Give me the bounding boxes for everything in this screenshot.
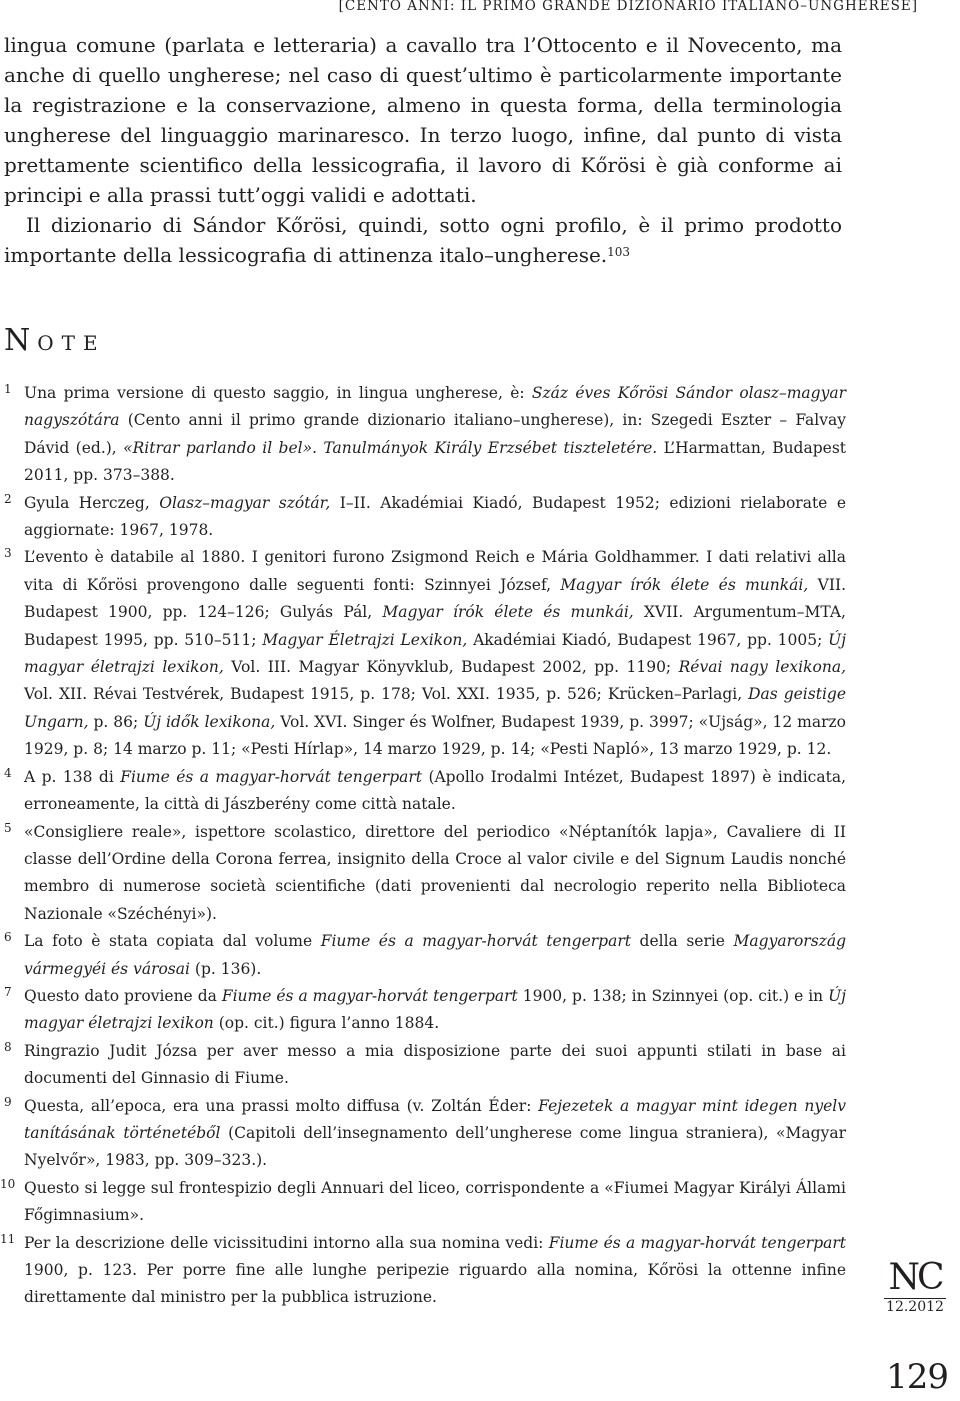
issue-date: 12.2012 (884, 1298, 946, 1315)
footnote-number: 8 (4, 1039, 12, 1054)
footnote-title: Magyar írók élete és munkái, (382, 603, 634, 622)
footnote-number: 9 (4, 1094, 12, 1109)
footnote-text: Ringrazio Judit Józsa per aver messo a mia disposizione parte dei suoi appunti stilati in base ai documenti del Ginnasio di Fiume. (24, 1041, 846, 1088)
footnote-text: La foto è stata copiata dal volume (24, 932, 321, 951)
footnote-title: Das geistige Ungarn, (24, 685, 846, 731)
footnote-text: Una prima versione di questo saggio, in lingua ungherese, è: (24, 384, 532, 402)
footnote-number: 3 (4, 546, 12, 561)
footnote-text: Vol. III. Magyar Könyvklub, Budapest 2002, pp. 1190; (223, 658, 679, 677)
paragraph-2 (4, 210, 842, 270)
footnote-text: 1900, p. 123. Per porre fine alle lunghe peripezie riguardo alla nomina, Kőrösi la ottenne infine direttamente dal ministro per la pubblica istruzione. (24, 1261, 846, 1307)
paragraph-1: lingua comune (parlata e letteraria) a cavallo tra l’Ottocento e il Novecento, ma anche di quello ungherese; nel caso di quest’ultimo è particolarmente importante la registrazione e la conservazione, almeno in questa forma, della terminologia ungherese del linguaggio marinaresco. In terzo luogo, infine, dal punto di vista prettamente scientifico della lessicografia, il lavoro di Kőrösi è già conforme ai principi e alla prassi tutt’oggi validi e adottati. (4, 33, 842, 207)
footnote-text: della serie (630, 932, 734, 951)
footnote-10 (0, 1175, 846, 1230)
footnote-text: (Capitoli dell’insegnamento dell’ungherese come lingua straniera), «Magyar Nyelvőr», 1983, pp. 309–323.). (24, 1123, 846, 1170)
notes-heading (4, 323, 106, 358)
footnote-text: Questo dato proviene da (24, 986, 222, 1005)
footnote-title: Fiume és a magyar-horvát tengerpart (548, 1233, 846, 1252)
footnote-text: Vol. XII. Révai Testvérek, Budapest 1915, p. 178; Vol. XXI. 1935, p. 526; Krücken–Parlagi, (24, 685, 749, 704)
footnote-text: I–II. Akadémiai Kiadó, Budapest 1952; edizioni rielaborate e aggiornate: 1967, 1978. (24, 493, 846, 540)
page-number: 129 (886, 1357, 948, 1397)
footnote-text: (Cento anni il primo grande dizionario italiano–ungherese), in: Szegedi Eszter – Falvay Dávid (ed.), (24, 411, 846, 457)
footnote-title: Révai nagy lexikona, (678, 658, 846, 677)
footnote-text: VII. Budapest 1900, pp. 124–126; Gulyás Pál, (24, 575, 846, 622)
footnote-title: Száz éves Kőrösi Sándor olasz–magyar nagyszótára (24, 384, 846, 430)
footnote-text: (Apollo Irodalmi Intézet, Budapest 1897) è indicata, erroneamente, la città di Jászberény come città natale. (24, 767, 846, 814)
paragraph-2-text: Il dizionario di Sándor Kőrösi, quindi, sotto ogni profilo, è il primo prodotto importante della lessicografia di attinenza italo–ungherese. (4, 213, 842, 267)
footnote-title: Magyar írók élete és munkái, (560, 575, 809, 594)
footnote-text: XVII. Argumentum–MTA, Budapest 1995, pp. 510–511; (24, 603, 846, 649)
footnote-title: Olasz–magyar szótár, (159, 493, 331, 512)
footnote-title: Új magyar életrajzi lexikon (24, 986, 847, 1033)
footnote-number: 2 (4, 491, 12, 506)
footnote-text: L’evento è databile al 1880. I genitori furono Zsigmond Reich e Mária Goldhammer. I dati relativi alla vita di Kőrösi provengono dalle seguenti fonti: Szinnyei József, (24, 548, 846, 594)
footnote-1 (4, 380, 846, 490)
footnote-text: A p. 138 di (24, 767, 121, 786)
journal-logo (880, 1257, 950, 1315)
footnote-11 (0, 1230, 846, 1312)
footnote-title: Új magyar életrajzi lexikon, (24, 630, 846, 677)
footnote-text: (op. cit.) figura l’anno 1884. (213, 1014, 440, 1033)
footnote-title: Magyar Életrajzi Lexikon, (262, 630, 468, 649)
footnote-text: «Consigliere reale», ispettore scolastico, direttore del periodico «Néptanítók lapja», Cavaliere di II classe dell’Ordine della Corona ferrea, insignito della Croce al valor civile e del Signum Laudis nonché membro di numerose società scientifiche (dati provenienti dal necrologio reperito nella Biblioteca Nazionale «Széchényi»). (24, 822, 846, 923)
footnote-title: Fejezetek a magyar mint idegen nyelv tanításának történetéből (24, 1096, 846, 1142)
footnote-title: Új idők lexikona, (143, 712, 276, 731)
footnote-4 (4, 764, 846, 819)
footnote-text: L’Harmattan, Budapest 2011, pp. 373–388. (24, 438, 847, 485)
footnote-number: 6 (4, 930, 12, 945)
journal-logo-mark: NC (888, 1257, 942, 1298)
footnote-3 (4, 544, 846, 763)
footnote-number: 10 (0, 1176, 16, 1191)
footnote-number: 11 (0, 1231, 16, 1246)
footnotes-list (0, 380, 847, 1312)
footnote-title: Fiume és a magyar-horvát tengerpart (320, 932, 631, 951)
footnote-text: Gyula Herczeg, (24, 493, 160, 512)
footnote-text: 1900, p. 138; in Szinnyei (op. cit.) e in (517, 986, 829, 1005)
footnote-number: 1 (4, 382, 12, 396)
footnote-title: Magyarország vármegyéi és városai (24, 932, 846, 978)
notes-heading-initial: N (4, 323, 38, 358)
footnote-9 (4, 1093, 846, 1175)
footnote-title: Fiume és a magyar-horvát tengerpart (120, 767, 423, 786)
footnote-ref-103: 103 (607, 245, 631, 259)
footnote-7 (4, 983, 846, 1038)
footnote-text: p. 86; (88, 712, 144, 731)
footnote-number: 4 (4, 765, 12, 780)
footnote-2 (4, 490, 846, 545)
footnote-8 (4, 1038, 846, 1093)
footnote-title: «Ritrar parlando il bel». Tanulmányok Király Erzsébet tiszteletére. (123, 438, 658, 457)
footnote-5 (4, 819, 846, 929)
footnote-text: Questa, all’epoca, era una prassi molto diffusa (v. Zoltán Éder: (24, 1096, 539, 1115)
footnote-text: Akadémiai Kiadó, Budapest 1967, pp. 1005; (467, 630, 829, 649)
running-header: [CENTO ANNI: IL PRIMO GRANDE DIZIONARIO ITALIANO–UNGHERESE] (338, 0, 918, 14)
notes-heading-rest: OTE (37, 331, 106, 355)
footnote-title: Fiume és a magyar-horvát tengerpart (221, 986, 518, 1005)
footnote-number: 7 (4, 984, 12, 999)
footnote-number: 5 (4, 820, 12, 835)
footnote-text: (p. 136). (189, 959, 262, 978)
body-text (4, 30, 842, 270)
footnote-text: Per la descrizione delle vicissitudini intorno alla sua nomina vedi: (24, 1233, 549, 1252)
footnote-text: Vol. XVI. Singer és Wolfner, Budapest 1939, p. 3997; «Ujság», 12 marzo 1929, p. 8; 14 marzo p. 11; «Pesti Hírlap», 14 marzo 1929, p. 14; «Pesti Napló», 13 marzo 1929, p. 12. (24, 712, 847, 759)
footnote-text: Questo si legge sul frontespizio degli Annuari del liceo, corrispondente a «Fiumei Magyar Királyi Állami Főgimnasium». (24, 1178, 846, 1225)
footnote-6 (4, 928, 846, 983)
